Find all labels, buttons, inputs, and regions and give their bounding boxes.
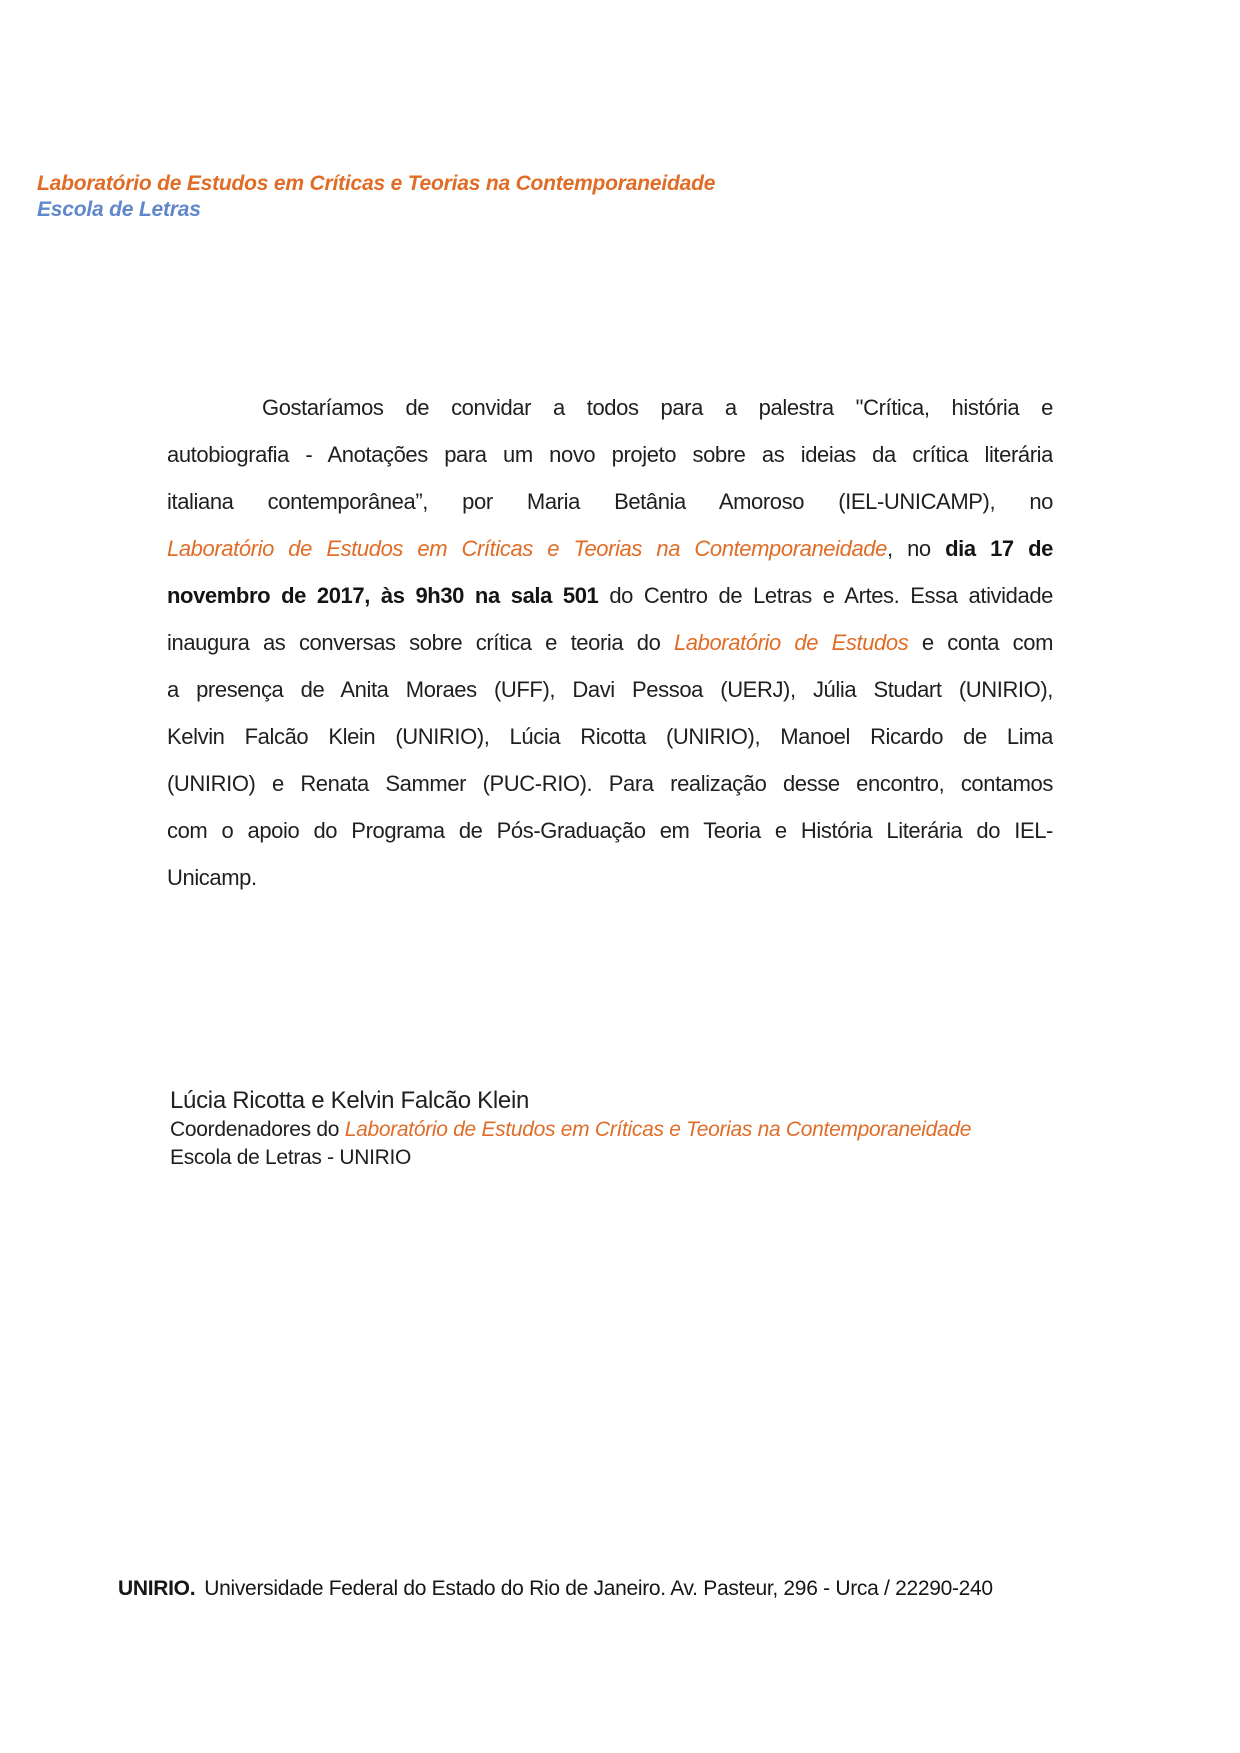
letterhead-school: Escola de Letras [37, 198, 201, 221]
paragraph-line [167, 807, 1053, 854]
invitation-paragraph [167, 384, 1053, 901]
text-segment: Kelvin Falcão Klein (UNIRIO), Lúcia Ricotta (UNIRIO), Manoel Ricardo de Lima [167, 724, 1053, 749]
text-segment: Laboratório de Estudos [673, 630, 909, 655]
text-segment: novembro de 2017, às 9h30 na sala 501 [167, 583, 599, 608]
text-segment: dia 17 de [945, 536, 1053, 561]
text-segment: , no [886, 536, 946, 561]
text-segment: do Centro de Letras e Artes. Essa atividade [598, 583, 1053, 608]
text-segment: Laboratório de Estudos em Críticas e Teorias na Contemporaneidade [167, 536, 887, 561]
text-segment: e conta com [908, 630, 1053, 655]
signature-block [170, 1086, 971, 1172]
letterhead [37, 171, 715, 223]
signature-role [170, 1116, 971, 1144]
paragraph-line [167, 478, 1053, 525]
text-segment: Unicamp. [167, 865, 257, 890]
signature-role-prefix: Coordenadores do [170, 1118, 345, 1141]
paragraph-line [167, 854, 1053, 901]
paragraph-line [167, 713, 1053, 760]
signature-names: Lúcia Ricotta e Kelvin Falcão Klein [170, 1087, 530, 1114]
signature-role-lab-name: Laboratório de Estudos em Críticas e Teorias na Contemporaneidade [344, 1118, 972, 1141]
text-segment: com o apoio do Programa de Pós-Graduação em Teoria e História Literária do IEL- [167, 818, 1053, 843]
text-segment: a presença de Anita Moraes (UFF), Davi Pessoa (UERJ), Júlia Studart (UNIRIO), [167, 677, 1053, 702]
text-segment: Gostaríamos de convidar a todos para a palestra "Crítica, história e [262, 395, 1053, 420]
paragraph-line [167, 384, 1053, 431]
paragraph-line [167, 525, 1053, 572]
paragraph-line [167, 431, 1053, 478]
footer-address-text: Universidade Federal do Estado do Rio de Janeiro. Av. Pasteur, 296 - Urca / 22290-240 [204, 1577, 993, 1600]
paragraph-line [167, 760, 1053, 807]
text-segment: (UNIRIO) e Renata Sammer (PUC-RIO). Para realização desse encontro, contamos [167, 771, 1053, 796]
text-segment: autobiografia - Anotações para um novo projeto sobre as ideias da crítica literária [167, 442, 1053, 467]
paragraph-line [167, 666, 1053, 713]
text-segment: italiana contemporânea”, por Maria Betânia Amoroso (IEL-UNICAMP), no [167, 489, 1053, 514]
text-segment: inaugura as conversas sobre crítica e teoria do [167, 630, 674, 655]
paragraph-line [167, 619, 1053, 666]
paragraph-line [167, 572, 1053, 619]
letterhead-lab-name: Laboratório de Estudos em Críticas e Teorias na Contemporaneidade [37, 172, 716, 195]
footer-org-name: UNIRIO. [118, 1577, 196, 1600]
signature-school: Escola de Letras - UNIRIO [170, 1146, 412, 1169]
footer-address [118, 1577, 993, 1601]
